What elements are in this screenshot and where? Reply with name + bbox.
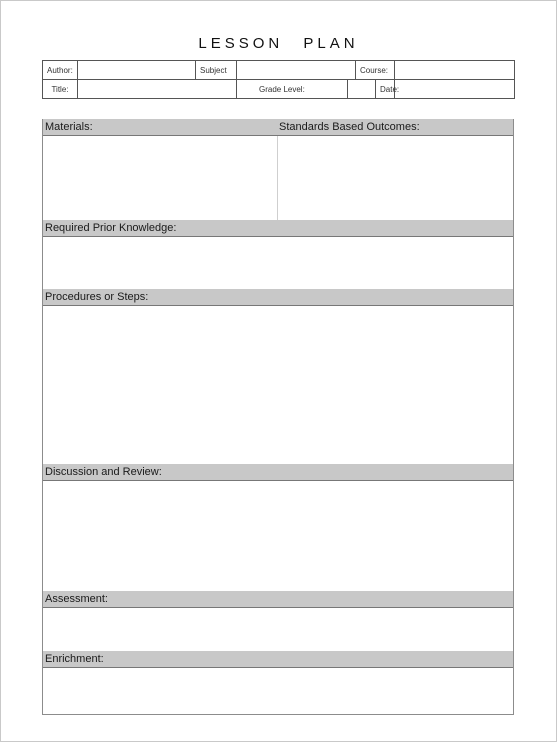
materials-header: [43, 119, 513, 136]
author-label: Author:: [43, 61, 78, 80]
assessment-label: Assessment:: [45, 593, 108, 605]
discussion-header: [43, 464, 513, 481]
enrichment-box[interactable]: [43, 668, 513, 714]
date-field[interactable]: [395, 80, 515, 99]
title-field[interactable]: [78, 80, 237, 99]
materials-label: Materials:: [45, 121, 93, 133]
discussion-box[interactable]: [43, 481, 513, 591]
assessment-box[interactable]: [43, 608, 513, 651]
author-field[interactable]: [78, 61, 196, 80]
subject-field[interactable]: [237, 61, 356, 80]
prior-knowledge-header: [43, 220, 513, 237]
prior-knowledge-box[interactable]: [43, 237, 513, 289]
subject-label: Subject: [196, 61, 237, 80]
assessment-header: [43, 591, 513, 608]
materials-divider: [277, 136, 278, 220]
procedures-header: [43, 289, 513, 306]
enrichment-label: Enrichment:: [45, 653, 104, 665]
date-label: Date:: [376, 80, 395, 99]
grade-level-field[interactable]: [348, 80, 376, 99]
procedures-box[interactable]: [43, 306, 513, 464]
prior-knowledge-label: Required Prior Knowledge:: [45, 222, 177, 234]
standards-label: Standards Based Outcomes:: [279, 121, 420, 133]
course-label: Course:: [356, 61, 395, 80]
grade-level-label: Grade Level:: [237, 80, 348, 99]
course-field[interactable]: [395, 61, 515, 80]
title-label: Title:: [43, 80, 78, 99]
discussion-label: Discussion and Review:: [45, 466, 162, 478]
info-table: [42, 60, 515, 99]
materials-box[interactable]: [43, 136, 513, 220]
enrichment-header: [43, 651, 513, 668]
procedures-label: Procedures or Steps:: [45, 291, 149, 303]
page-title: LESSON PLAN: [198, 35, 359, 52]
lesson-sections: [42, 119, 514, 715]
